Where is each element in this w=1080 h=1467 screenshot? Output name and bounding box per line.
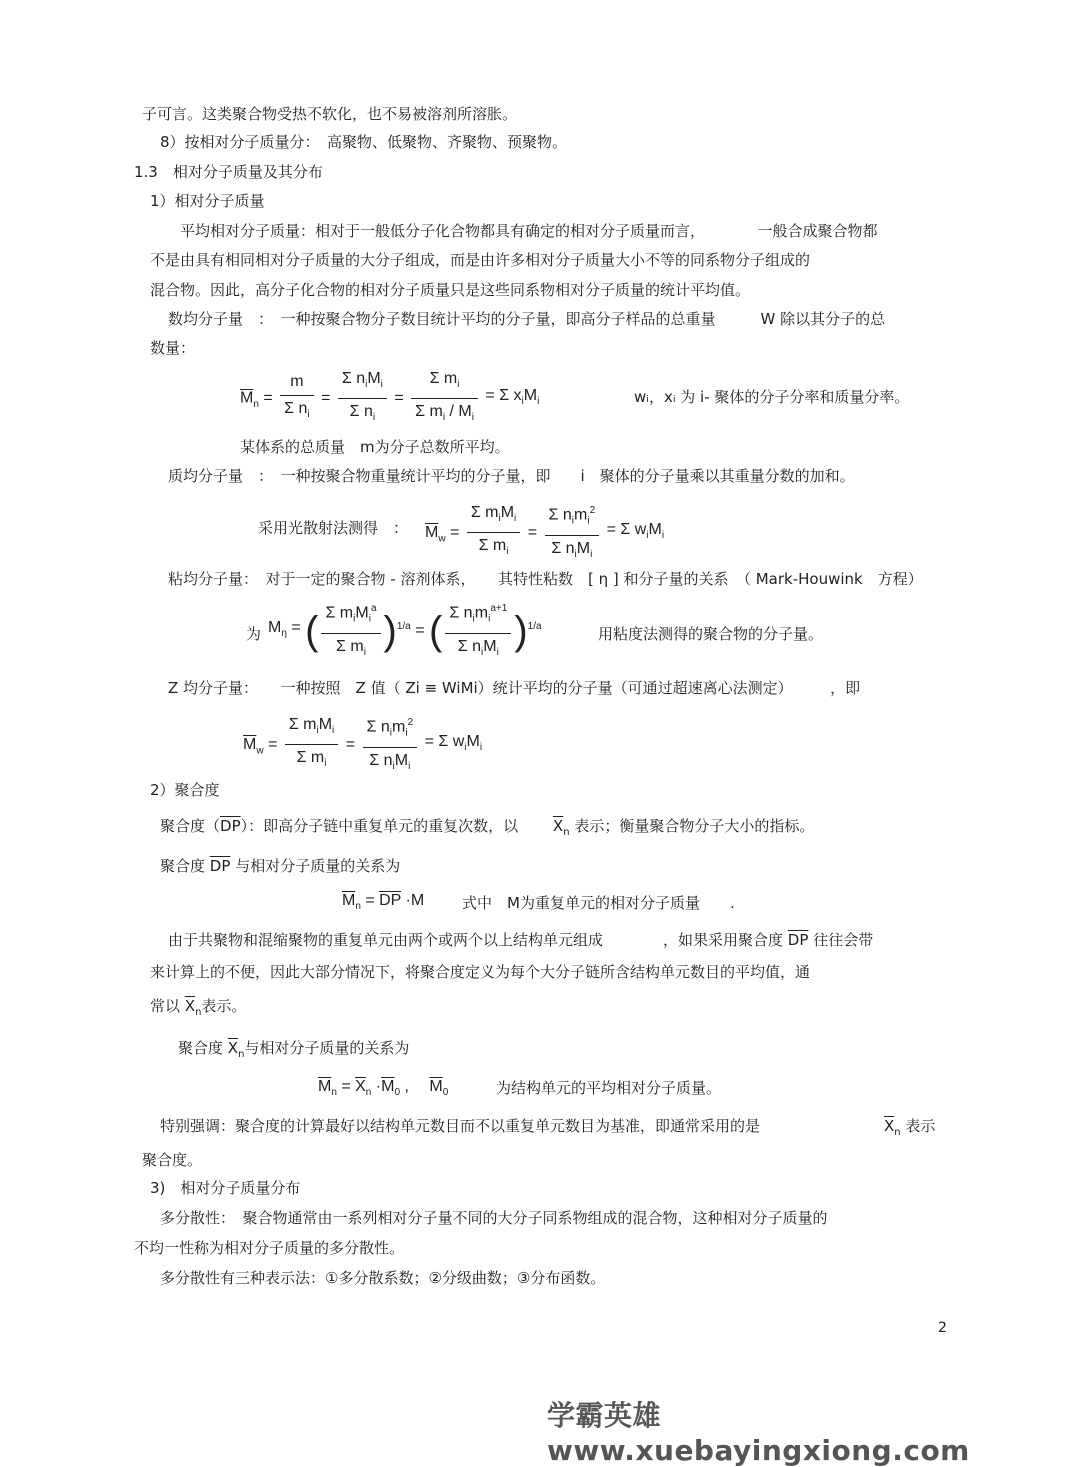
z-average-definition: Z 均分子量： 一种按照 Z 值（ Zi ≡ WiMi）统计平均的分子量（可通过超速离心法测定） ，即 [168,679,861,697]
text-prefix: 为 [246,625,262,643]
weight-average-definition: 质均分子量 ： 一种按聚合物重量统计平均的分子量，即 i 聚体的分子量乘以其重量分数的加和。 [168,467,855,485]
paragraph-line: 混合物。因此，高分子化合物的相对分子质量只是这些同系物相对分子质量的统计平均值。 [150,281,751,299]
formula-weight-average-2: $\overline{M}_w$ = $\frac{\Sigma m_iM_i}{\Sigma m_i}$ = $\frac{\Sigma n_im_i^2}{\Sigma n_iM_i}$ = Σ $w_iM_i$ [243,712,482,778]
paragraph-line: 不是由具有相同相对分子质量的大分子组成，而是由许多相对分子质量大小不等的同系物分子组成的 [150,251,811,269]
paragraph-line: 某体系的总质量 m为分子总数所平均。 [240,438,510,456]
paragraph-line: 平均相对分子质量：相对于一般低分子化合物都具有确定的相对分子质量而言， 一般合成聚合物都 [180,222,878,240]
method-label: 采用光散射法测得 ： [258,519,409,537]
subheading-1: 1）相对分子质量 [150,192,265,210]
list-item-8: 8）按相对分子质量分： 高聚物、低聚物、齐聚物、预聚物。 [160,133,568,151]
xn-relation: 聚合度 $\overline{X}_n$与相对分子质量的关系为 [178,1039,410,1060]
polydispersity-definition: 多分散性： 聚合物通常由一系列相对分子量不同的大分子同系物组成的混合物，这种相对分子质量的 [160,1209,828,1227]
paragraph-line: 常以 $\overline{X}_n$表示。 [150,997,247,1018]
section-heading-1-3: 1.3 相对分子质量及其分布 [134,163,323,181]
formula-dp: $\overline{M}_n = \overline{DP} \cdot M$ [342,892,425,913]
formula-weight-average: $\overline{M}_w$ = $\frac{\Sigma m_iM_i}{\Sigma m_i}$ = $\frac{\Sigma n_im_i^2}{\Sigma n_iM_i}$ = Σ $w_iM_i$ [425,500,664,566]
formula-note: 用粘度法测得的聚合物的分子量。 [598,625,824,643]
formula-viscosity-average: $M_\eta$ = ( $\frac{\Sigma m_iM_i^a}{\Sigma m_i}$ )$^{1/a}$ = ( $\frac{\Sigma n_im_i^{a+1}}{\Sigma n_iM_i}$ )$^{1/a}$ [268,598,542,664]
subheading-2: 2）聚合度 [150,781,220,799]
dp-definition: 聚合度$(\overline{DP})$：即高分子链中重复单元的重复次数，以 $\overline{X}_n$ 表示；衡量聚合物分子大小的指标。 [160,817,815,838]
dp-relation: 聚合度 $\overline{DP}$ 与相对分子质量的关系为 [160,857,401,875]
formula-note: wᵢ，xᵢ 为 i- 聚体的分子分率和质量分率。 [634,388,910,406]
text-line: 子可言。这类聚合物受热不软化，也不易被溶剂所溶胀。 [142,105,518,123]
formula-note: 式中 M为重复单元的相对分子质量 . [462,894,735,912]
paragraph-line: 由于共聚物和混缩聚物的重复单元由两个或两个以上结构单元组成 ，如果采用聚合度 $\overline{DP}$ 往往会带 [168,931,874,949]
subheading-3: 3) 相对分子质量分布 [150,1179,301,1197]
paragraph-line: 多分散性有三种表示法：①多分散系数；②分级曲数；③分布函数。 [160,1269,606,1287]
paragraph-line: 不均一性称为相对分子质量的多分散性。 [134,1239,405,1257]
formula-xn: $\overline{M}_n = \overline{X}_n \cdot\overline{M}_0$ , $\overline{M}_0$ [318,1078,449,1099]
paragraph-line: 聚合度。 [142,1151,203,1169]
number-average-definition: 数均分子量 ： 一种按聚合物分子数目统计平均的分子量，即高分子样品的总重量 W 除以其分子的总 [168,310,886,328]
formula-note: 为结构单元的平均相对分子质量。 [496,1079,722,1097]
watermark: 学霸英雄 www.xuebayingxiong.com [547,1399,970,1467]
viscosity-average-definition: 粘均分子量： 对于一定的聚合物 - 溶剂体系， 其特性粘数 [ η ] 和分子量的关系 （ Mark-Houwink 方程） [168,570,923,588]
formula-number-average: $\overline{M}_n$ = $\frac{m}{\Sigma n_i}$ = $\frac{\Sigma n_iM_i}{\Sigma n_i}$ = $\frac{\Sigma m_i}{\Sigma m_i / M_i}$ = Σ $x_iM_i$ [240,370,540,424]
page-number: 2 [938,1320,947,1336]
paragraph-line: 来计算上的不便，因此大部分情况下，将聚合度定义为每个大分子链所含结构单元数目的平均值，通 [150,963,811,981]
emphasis-symbol: $\overline{X}_n$ 表示 [884,1117,936,1138]
emphasis-line: 特别强调：聚合度的计算最好以结构单元数目而不以重复单元数目为基准，即通常采用的是 [160,1117,761,1135]
paragraph-line: 数量： [150,339,196,357]
